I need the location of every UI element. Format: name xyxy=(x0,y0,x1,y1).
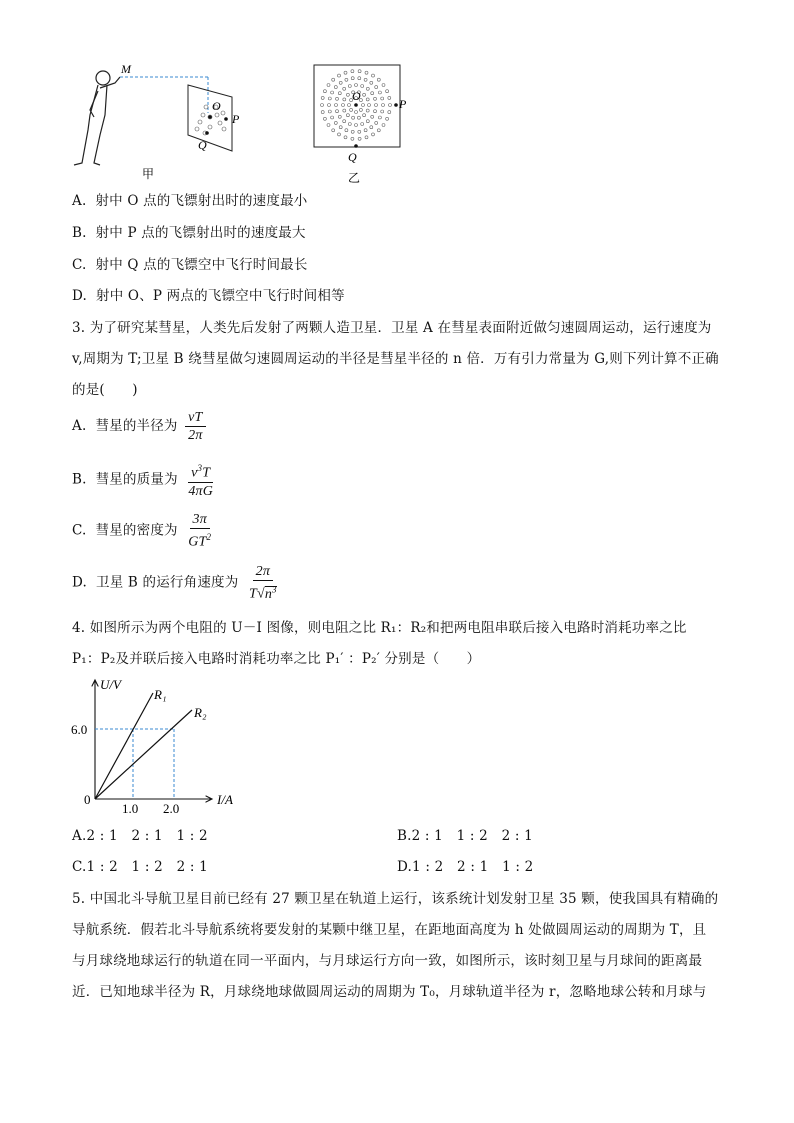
target-ring-dot xyxy=(327,84,330,87)
q4-stem-line1: 4. 如图所示为两个电阻的 U－I 图像，则电阻之比 R₁：R₂和把两电阻串联后接入电路时消耗功率之比 xyxy=(72,620,687,636)
target-ring-dot xyxy=(374,97,377,100)
target-ring-dot xyxy=(346,93,349,96)
target-ring-dot xyxy=(358,70,361,73)
target-ring-dot xyxy=(375,104,378,107)
y-axis-label: U/V xyxy=(100,677,121,692)
target-ring-dot xyxy=(366,98,369,101)
target-ring-dot xyxy=(382,124,385,127)
q4-stem-line2: P₁：P₂及并联后接入电路时消耗功率之比 P₁′ ：P₂′ 分别是（ ） xyxy=(72,651,481,667)
dart-figures xyxy=(60,55,430,190)
q4-option-a: A.2 : 1 2 : 1 1 : 2 xyxy=(72,828,208,844)
q5-stem-line3: 与月球绕地球运行的轨道在同一平面内，与月球运行方向一致，如图所示，该时刻卫星与月球间的距离最 xyxy=(72,953,703,969)
q3-stem-line2: v,周期为 T;卫星 B 绕彗星做匀速圆周运动的半径是彗星半径的 n 倍．万有引力常量为 G,则下列计算不正确 xyxy=(72,351,719,367)
target-ring-dot xyxy=(381,110,384,113)
target-ring-dot xyxy=(339,81,342,84)
target-ring-dot xyxy=(368,104,371,107)
target-ring-dot xyxy=(358,77,361,80)
q3-option-c: C. 彗星的密度为 $\frac{3\pi}{GT^2}$ xyxy=(72,511,214,551)
target-ring-dot xyxy=(343,87,346,90)
target-ring-dot xyxy=(328,110,331,113)
x-tick-1: 1.0 xyxy=(122,801,139,816)
person-figure xyxy=(74,71,120,165)
target-ring-dot xyxy=(358,137,361,140)
target-ring-dot xyxy=(336,97,339,100)
target-ring-dot xyxy=(351,77,354,80)
target-ring-dot xyxy=(366,109,369,112)
target-ring-dot xyxy=(361,123,364,126)
target-ring-dot xyxy=(345,78,348,81)
target-ring-dot xyxy=(328,104,331,107)
target-ring-dot xyxy=(365,71,368,74)
q2-option-d: D. 射中 O、P 两点的飞镖空中飞行时间相等 xyxy=(72,288,345,304)
target-ring-dot xyxy=(375,121,378,124)
target-ring-dot xyxy=(357,116,360,119)
target-ring-dot xyxy=(343,109,346,112)
q5-stem-line2: 导航系统．假若北斗导航系统将要发射的某颗中继卫星，在距地面高度为 h 处做圆周运动的周期为 T，且 xyxy=(72,922,707,938)
target-ring-dot xyxy=(364,78,367,81)
q5-stem-line1: 5. 中国北斗导航卫星目前已经有 27 颗卫星在轨道上运行，该系统计划发射卫星 35 颗，使我国具有精确的 xyxy=(72,891,719,907)
formula-density: $\frac{3\pi}{GT^2}$ xyxy=(188,512,212,550)
target-ring-dot xyxy=(389,104,392,107)
q3-stem-line1: 3. 为了研究某彗星，人类先后发射了两颗人造卫星．卫星 A 在彗星表面附近做匀速圆周运动，运行速度为 xyxy=(72,320,712,336)
target-ring-dot xyxy=(374,110,377,113)
q2-option-c: C. 射中 Q 点的飞镖空中飞行时间最长 xyxy=(72,257,308,273)
target-ring-dot xyxy=(321,96,324,99)
target-ring-dot xyxy=(338,115,341,118)
target-ring-dot xyxy=(338,133,341,136)
q5-stem-line4: 近．已知地球半径为 R，月球绕地球做圆周运动的周期为 T₀，月球轨道半径为 r，忽略地球公转和月球与 xyxy=(72,984,707,1000)
target-ring-dot xyxy=(359,108,362,111)
caption-jia: 甲 xyxy=(142,167,155,181)
origin-label: 0 xyxy=(84,792,91,807)
target-ring-dot xyxy=(336,110,339,113)
target-ring-dot xyxy=(323,117,326,120)
target-ring-dot xyxy=(363,93,366,96)
target-ring-dot xyxy=(355,84,358,87)
target-ring-dot xyxy=(344,136,347,139)
formula-mass: $\frac{v^3T}{4\pi G}$ xyxy=(185,460,216,500)
x-axis-label: I/A xyxy=(217,792,233,807)
target-ring-dot xyxy=(346,114,349,117)
formula-radius: $\frac{vT}{2\pi}$ xyxy=(185,409,205,444)
target-ring-dot xyxy=(371,115,374,118)
target-ring-dot xyxy=(351,130,354,133)
target-ring-dot xyxy=(370,126,373,129)
target-front-view xyxy=(314,65,400,148)
target-ring-dot xyxy=(331,116,334,119)
target-ring-dot xyxy=(332,129,335,132)
target-ring-dot xyxy=(328,97,331,100)
label-m: M xyxy=(121,62,131,76)
target-ring-dot xyxy=(342,104,345,107)
label-r1: R₁ xyxy=(154,687,167,702)
target-ring-dot xyxy=(382,84,385,87)
target-ring-dot xyxy=(348,104,351,107)
q3-stem-line3: 的是( ) xyxy=(72,382,138,398)
target-ring-dot xyxy=(371,92,374,95)
target-ring-dot xyxy=(388,111,391,114)
target-ring-dot xyxy=(381,97,384,100)
target-ring-dot xyxy=(351,137,354,140)
q3-option-d: D. 卫星 B 的运行角速度为 $\frac{2\pi}{T√n^3}$ xyxy=(72,563,280,603)
target-ring-dot xyxy=(321,104,324,107)
target-ring-dot xyxy=(343,98,346,101)
target-ring-dot xyxy=(338,74,341,77)
target-ring-dot xyxy=(351,70,354,73)
target-ring-dot xyxy=(334,121,337,124)
target-ring-dot xyxy=(323,90,326,93)
target-ring-dot xyxy=(331,91,334,94)
target-ring-dot xyxy=(365,136,368,139)
line-r2 xyxy=(95,710,192,799)
target-ring-dot xyxy=(327,124,330,127)
label-p-jia: P xyxy=(232,112,240,126)
target-ring-dot xyxy=(364,129,367,132)
target-ring-dot xyxy=(366,87,369,90)
q3-option-a: A. 彗星的半径为 $\frac{vT}{2\pi}$ xyxy=(72,408,206,444)
target-ring-dot xyxy=(339,126,342,129)
x-tick-2: 2.0 xyxy=(163,801,180,816)
target-ring-dot xyxy=(386,117,389,120)
target-ring-dot xyxy=(372,133,375,136)
target-ring-dot xyxy=(355,111,358,114)
target-ring-dot xyxy=(332,78,335,81)
target-ring-dot xyxy=(362,104,365,107)
target-ring-dot xyxy=(377,129,380,132)
formula-angular-velocity: $\frac{2\pi}{T√n^3}$ xyxy=(248,564,277,602)
target-ring-dot xyxy=(355,124,358,127)
target-ring-dot xyxy=(321,111,324,114)
q4-option-b: B.2 : 1 1 : 2 2 : 1 xyxy=(397,828,533,844)
target-ring-dot xyxy=(350,108,353,111)
target-board xyxy=(188,85,232,151)
target-ring-dot xyxy=(345,129,348,132)
y-tick-6: 6.0 xyxy=(71,722,88,737)
target-ring-dot xyxy=(343,120,346,123)
target-ring-dot xyxy=(375,86,378,89)
target-ring-dot xyxy=(366,120,369,123)
target-ring-dot xyxy=(334,86,337,89)
target-ring-dot xyxy=(363,114,366,117)
target-ring-dot xyxy=(370,81,373,84)
label-q-yi: Q xyxy=(348,150,357,164)
q2-option-a: A. 射中 O 点的飞镖射出时的速度最小 xyxy=(72,193,308,209)
target-ring-dot xyxy=(352,116,355,119)
target-ring-dot xyxy=(378,116,381,119)
label-r2: R₂ xyxy=(194,705,207,720)
target-ring-dot xyxy=(358,130,361,133)
q3-option-b: B. 彗星的质量为 $\frac{v^3T}{4\pi G}$ xyxy=(72,460,216,500)
target-ring-dot xyxy=(348,85,351,88)
target-ring-dot xyxy=(338,92,341,95)
target-ring-dot xyxy=(344,71,347,74)
q2-option-b: B. 射中 P 点的飞镖射出时的速度最大 xyxy=(72,225,306,241)
target-ring-dot xyxy=(361,85,364,88)
line-r1 xyxy=(95,693,153,799)
target-ring-dot xyxy=(378,91,381,94)
target-ring-dot xyxy=(377,78,380,81)
ui-graph xyxy=(70,676,260,816)
target-ring-dot xyxy=(372,74,375,77)
target-ring-dot xyxy=(386,90,389,93)
label-q-jia: Q xyxy=(198,138,207,152)
label-p-yi: P xyxy=(399,97,407,111)
q4-option-d: D.1 : 2 2 : 1 1 : 2 xyxy=(397,859,534,875)
target-ring-dot xyxy=(335,104,338,107)
q4-option-c: C.1 : 2 1 : 2 2 : 1 xyxy=(72,859,208,875)
target-ring-dot xyxy=(388,96,391,99)
target-ring-dot xyxy=(348,123,351,126)
caption-yi: 乙 xyxy=(348,171,361,185)
label-o-yi: O xyxy=(352,89,361,103)
label-o-jia: O xyxy=(212,99,221,113)
target-ring-dot xyxy=(382,104,385,107)
